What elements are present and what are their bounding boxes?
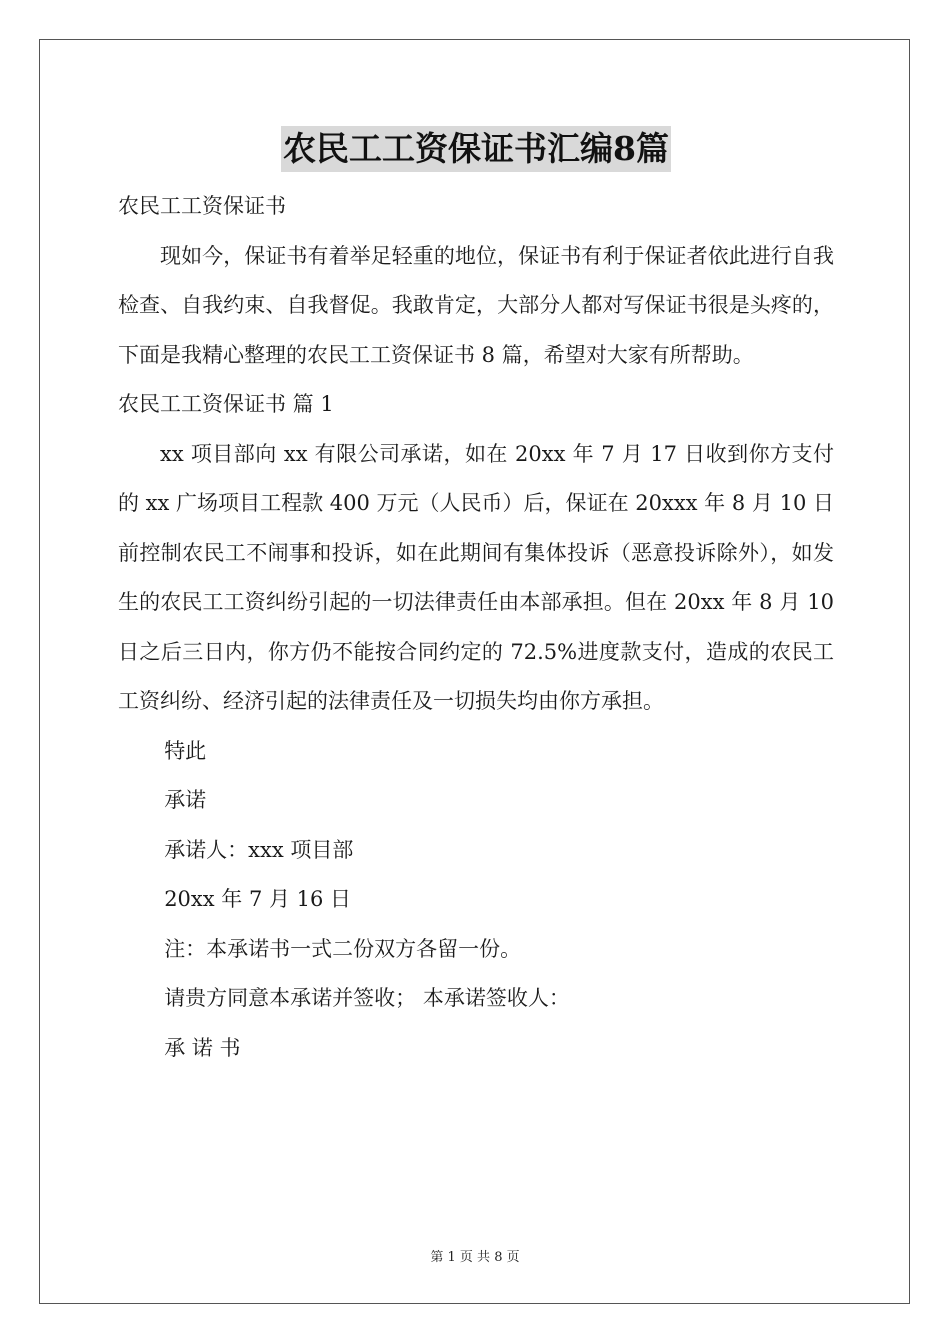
intro-heading: 农民工工资保证书 bbox=[118, 194, 286, 218]
note-line: 注：本承诺书一式二份双方各留一份。 bbox=[164, 936, 522, 961]
promisor-line: 承诺人：xxx 项目部 bbox=[164, 837, 354, 862]
title-container bbox=[118, 126, 834, 172]
page-footer: 第 1 页 共 8 页 bbox=[430, 1250, 520, 1265]
date-line: 20xx 年 7 月 16 日 bbox=[164, 887, 352, 911]
section-paragraph: xx 项目部向 xx 有限公司承诺，如在 20xx 年 7 月 17 日收到你方支付的 xx 广场项目工程款 400 万元（人民币）后，保证在 20xxx 年 8 月 10 日前控制农民工不闹事和投诉，如在此期间有集体投诉（恶意投诉除外），如发生的农民工工资纠纷引起的一切法律责任由本部承担。但在 20xx 年 8 月 10 日之后三日内，你方仍不能按合同约定的 72.5%进度款支付，造成的农民工工资纠纷、经济引起的法律责任及一切损失均由你方承担。 bbox=[118, 441, 834, 713]
intro-paragraph: 现如今，保证书有着举足轻重的地位，保证书有利于保证者依此进行自我检查、自我约束、自我督促。我敢肯定，大部分人都对写保证书很是头疼的，下面是我精心整理的农民工工资保证书 8 篇，希望对大家有所帮助。 bbox=[118, 243, 834, 367]
sign-line: 请贵方同意本承诺并签收； 本承诺签收人： bbox=[164, 986, 570, 1010]
letter-title-line: 承 诺 书 bbox=[164, 1035, 241, 1060]
document-body bbox=[118, 126, 834, 1073]
closing-chengnuo: 承诺 bbox=[164, 788, 207, 812]
section-heading: 农民工工资保证书 篇 1 bbox=[118, 392, 334, 416]
closing-teci: 特此 bbox=[164, 738, 207, 763]
document-title: 农民工工资保证书汇编8篇 bbox=[281, 126, 671, 172]
